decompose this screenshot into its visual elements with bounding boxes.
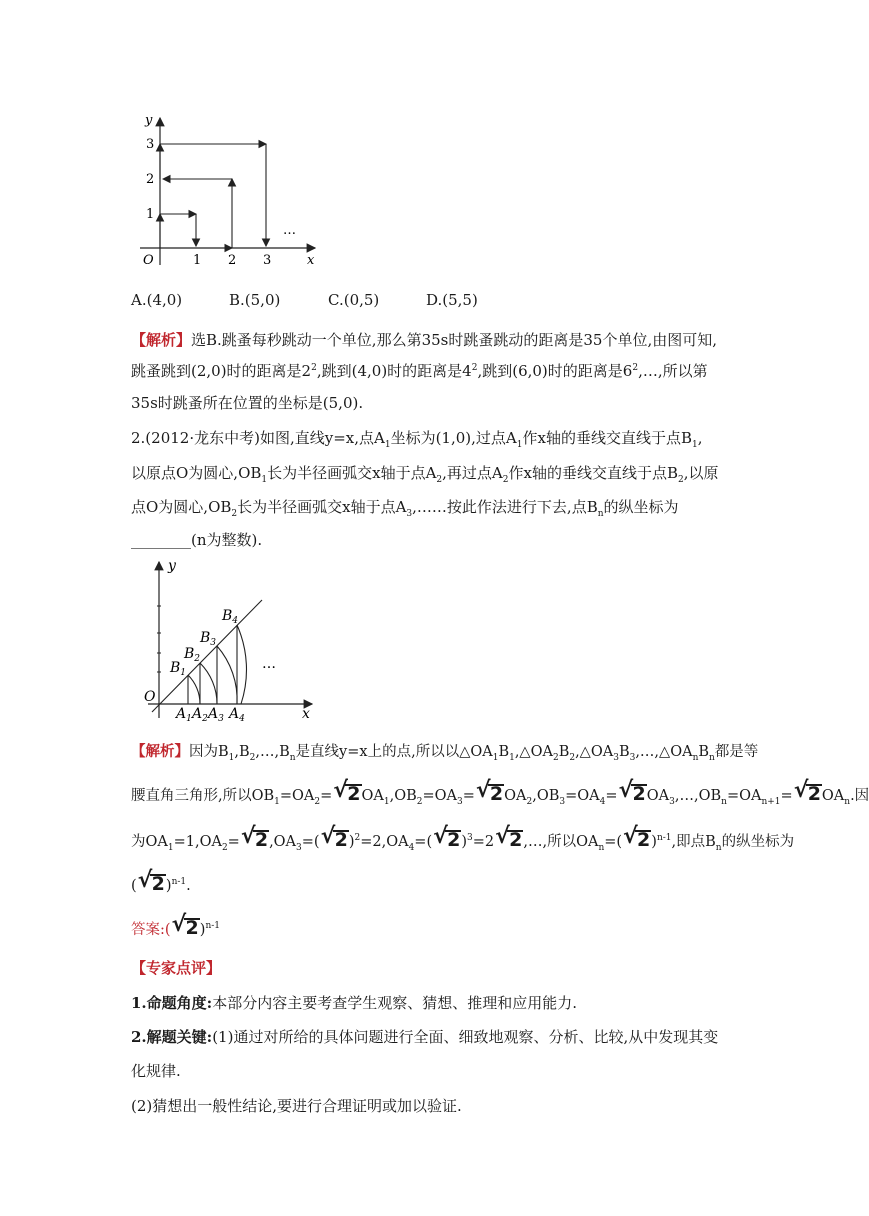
origin-label: O bbox=[144, 689, 156, 705]
option-c: C.(0,5) bbox=[328, 291, 380, 309]
sqrt-2: √ 2 bbox=[623, 830, 650, 850]
y-tick-2: 2 bbox=[146, 172, 155, 187]
q2-line2: 以原点O为圆心$,OB_1$长为半径画弧交x轴于点$A_2$,再过点$A_2$作x轴的垂线交直线于点$B_2$,以原 bbox=[131, 464, 719, 485]
y-tick-3: 3 bbox=[146, 137, 155, 152]
sqrt-2: √ 2 bbox=[495, 830, 522, 850]
x-axis-label: x bbox=[302, 706, 310, 722]
review-title: 【专家点评】 bbox=[131, 959, 222, 977]
analysis2-line1: 【解析】因为$B_1,B_2,\dots,B_n$是直线y=x上的点,所以以$\triangle OA_1B_1,\triangle OA_2B_2,\triangle OA_3B_3,\dots,\triangle OA_nB_n$都是等 bbox=[131, 743, 759, 763]
label-a2: $A_2$ bbox=[192, 706, 208, 724]
figure2-ellipsis: … bbox=[262, 656, 276, 672]
label-a3: $A_3$ bbox=[208, 706, 224, 724]
answer-line: 答案:(√ 2)$^{n-1}$ bbox=[131, 918, 220, 940]
review-p3: (2)猜想出一般性结论,要进行合理证明或加以验证. bbox=[131, 1097, 462, 1115]
y-tick-1: 1 bbox=[146, 207, 155, 222]
analysis1-line2: 跳蚤跳到(2,0)时的距离是$2^2$,跳到(4,0)时的距离是$4^2$,跳到(6,0)时的距离是$6^2,\dots$,所以第 bbox=[131, 362, 708, 380]
jump-path bbox=[160, 144, 266, 248]
q2-line3: 点O为圆心$,OB_2$长为半径画弧交x轴于点$A_3,\dots\dots$按此作法进行下去,点$B_n$的纵坐标为 bbox=[131, 498, 679, 519]
y-axis-label: y bbox=[145, 113, 153, 128]
review-p2: 2.解题关键:(1)通过对所给的具体问题进行全面、细致地观察、分析、比较,从中发现其变 bbox=[131, 1028, 719, 1046]
q2-line4: ________(n为整数). bbox=[131, 531, 263, 549]
analysis1-line1: 【解析】选B.跳蚤每秒跳动一个单位,那么第35s时跳蚤跳动的距离是35个单位,由图可知, bbox=[131, 331, 717, 349]
sqrt-2: √ 2 bbox=[333, 784, 360, 804]
option-d: D.(5,5) bbox=[426, 291, 478, 309]
sqrt-2: √ 2 bbox=[794, 784, 821, 804]
sqrt-2: √ 2 bbox=[321, 830, 348, 850]
origin-label: O bbox=[143, 253, 154, 268]
sqrt-2: √ 2 bbox=[138, 874, 165, 894]
sqrt-2: √ 2 bbox=[172, 918, 199, 938]
option-b: B.(5,0) bbox=[229, 291, 281, 309]
figure1-ellipsis: … bbox=[283, 223, 296, 238]
analysis2-line4: (√ 2)$^{n-1}$. bbox=[131, 874, 191, 896]
option-a: A.(4,0) bbox=[131, 291, 183, 309]
review-p2-cont: 化规律. bbox=[131, 1062, 181, 1080]
x-tick-1: 1 bbox=[193, 253, 202, 268]
sqrt-2: √ 2 bbox=[476, 784, 503, 804]
label-a4: $A_4$ bbox=[229, 706, 245, 724]
label-b1: $B_1$ bbox=[170, 660, 187, 678]
figure-jump-path bbox=[135, 110, 325, 270]
label-b2: $B_2$ bbox=[184, 646, 201, 664]
analysis2-line2: 腰直角三角形,所以$OB_1=OA_2=√$ $2OA_1,OB_2=OA_3=√$ $2OA_2,OB_3=OA_4=√$ $2OA_3,\dots,OB_n=OA_{n+1}=√$ $2OA_n$.因 bbox=[131, 784, 869, 806]
label-b3: $B_3$ bbox=[200, 630, 217, 648]
x-axis-label: x bbox=[307, 253, 315, 268]
review-p1: 1.命题角度:本部分内容主要考查学生观察、猜想、推理和应用能力. bbox=[131, 994, 577, 1012]
sqrt-2: √ 2 bbox=[619, 784, 646, 804]
y-axis-label: y bbox=[168, 558, 176, 574]
figure-arcs bbox=[140, 556, 320, 724]
x-tick-3: 3 bbox=[263, 253, 272, 268]
label-a1: $A_1$ bbox=[176, 706, 192, 724]
analysis1-line3: 35s时跳蚤所在位置的坐标是(5,0). bbox=[131, 394, 364, 412]
analysis2-line3: 为$OA_1=1,OA_2=√$ $2,OA_3=(√$ $2)^2=2,OA_4=(√$ 2)$^3$=2√ 2,…,所以$OA_n=(√$ 2)$^{n-1}$,即点$B_n$的纵坐标为 bbox=[131, 830, 794, 852]
label-b4: $B_4$ bbox=[222, 608, 239, 626]
sqrt-2: √ 2 bbox=[241, 830, 268, 850]
x-tick-2: 2 bbox=[228, 253, 237, 268]
sqrt-2: √ 2 bbox=[433, 830, 460, 850]
q2-line1: 2.(2012·龙东中考)如图,直线y=x,点$A_1$坐标为(1,0),过点$A_1$作x轴的垂线交直线于点$B_1$, bbox=[131, 429, 703, 450]
